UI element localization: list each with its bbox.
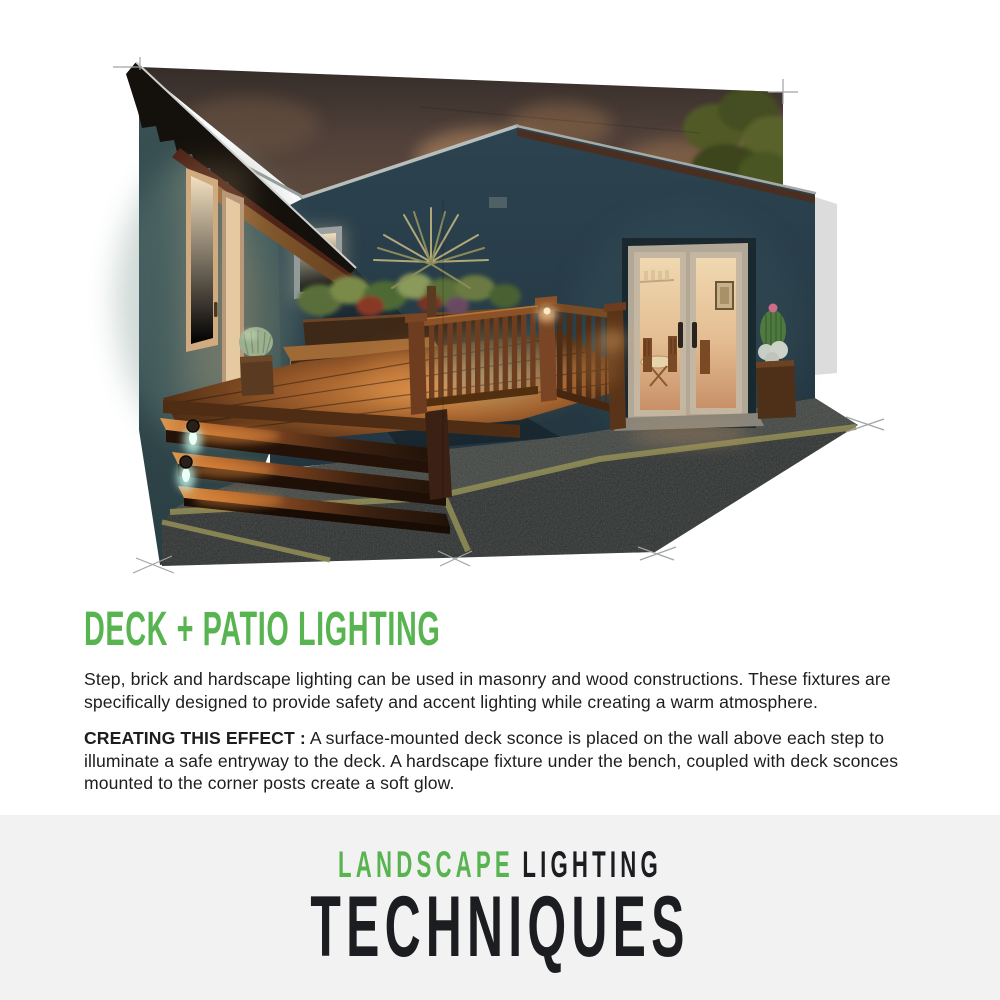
effect-text: A surface-mounted deck sconce is placed on the wall above each step to illuminate a safe entryway to the deck. A hardscape fixture under the bench, coupled with deck sconces mounted to the corner posts create a soft glow. — [84, 728, 899, 794]
cactus-flower — [769, 304, 778, 313]
right-edge-panel — [815, 197, 837, 375]
left-wall-lit-window — [178, 163, 250, 403]
step-sconce-upper — [184, 420, 202, 454]
door-handle-left — [678, 322, 683, 348]
content-block — [84, 603, 930, 795]
wall-vent — [489, 197, 507, 208]
french-door-right — [690, 252, 742, 414]
effect-label: CREATING THIS EFFECT : — [84, 728, 306, 749]
brand-word-lighting: LIGHTING — [522, 844, 662, 885]
intro-paragraph: Step, brick and hardscape lighting can be used in masonry and wood constructions. These fixtures are specifically designed to provide safety and accent lighting while creating a warm atmosphere. — [84, 669, 891, 712]
potted-cactus-left — [239, 327, 274, 396]
step-sconce-lower — [177, 456, 195, 491]
series-title: TECHNIQUES — [310, 879, 690, 975]
door-handle-right — [692, 322, 697, 348]
door-handle — [214, 302, 218, 317]
french-doors — [614, 238, 764, 444]
page-title: DECK + PATIO LIGHTING — [84, 603, 441, 656]
effect-paragraph — [84, 727, 930, 795]
footer-band — [0, 815, 1000, 1000]
brand-word-landscape: LANDSCAPE — [337, 844, 514, 885]
brand-line — [200, 846, 800, 883]
